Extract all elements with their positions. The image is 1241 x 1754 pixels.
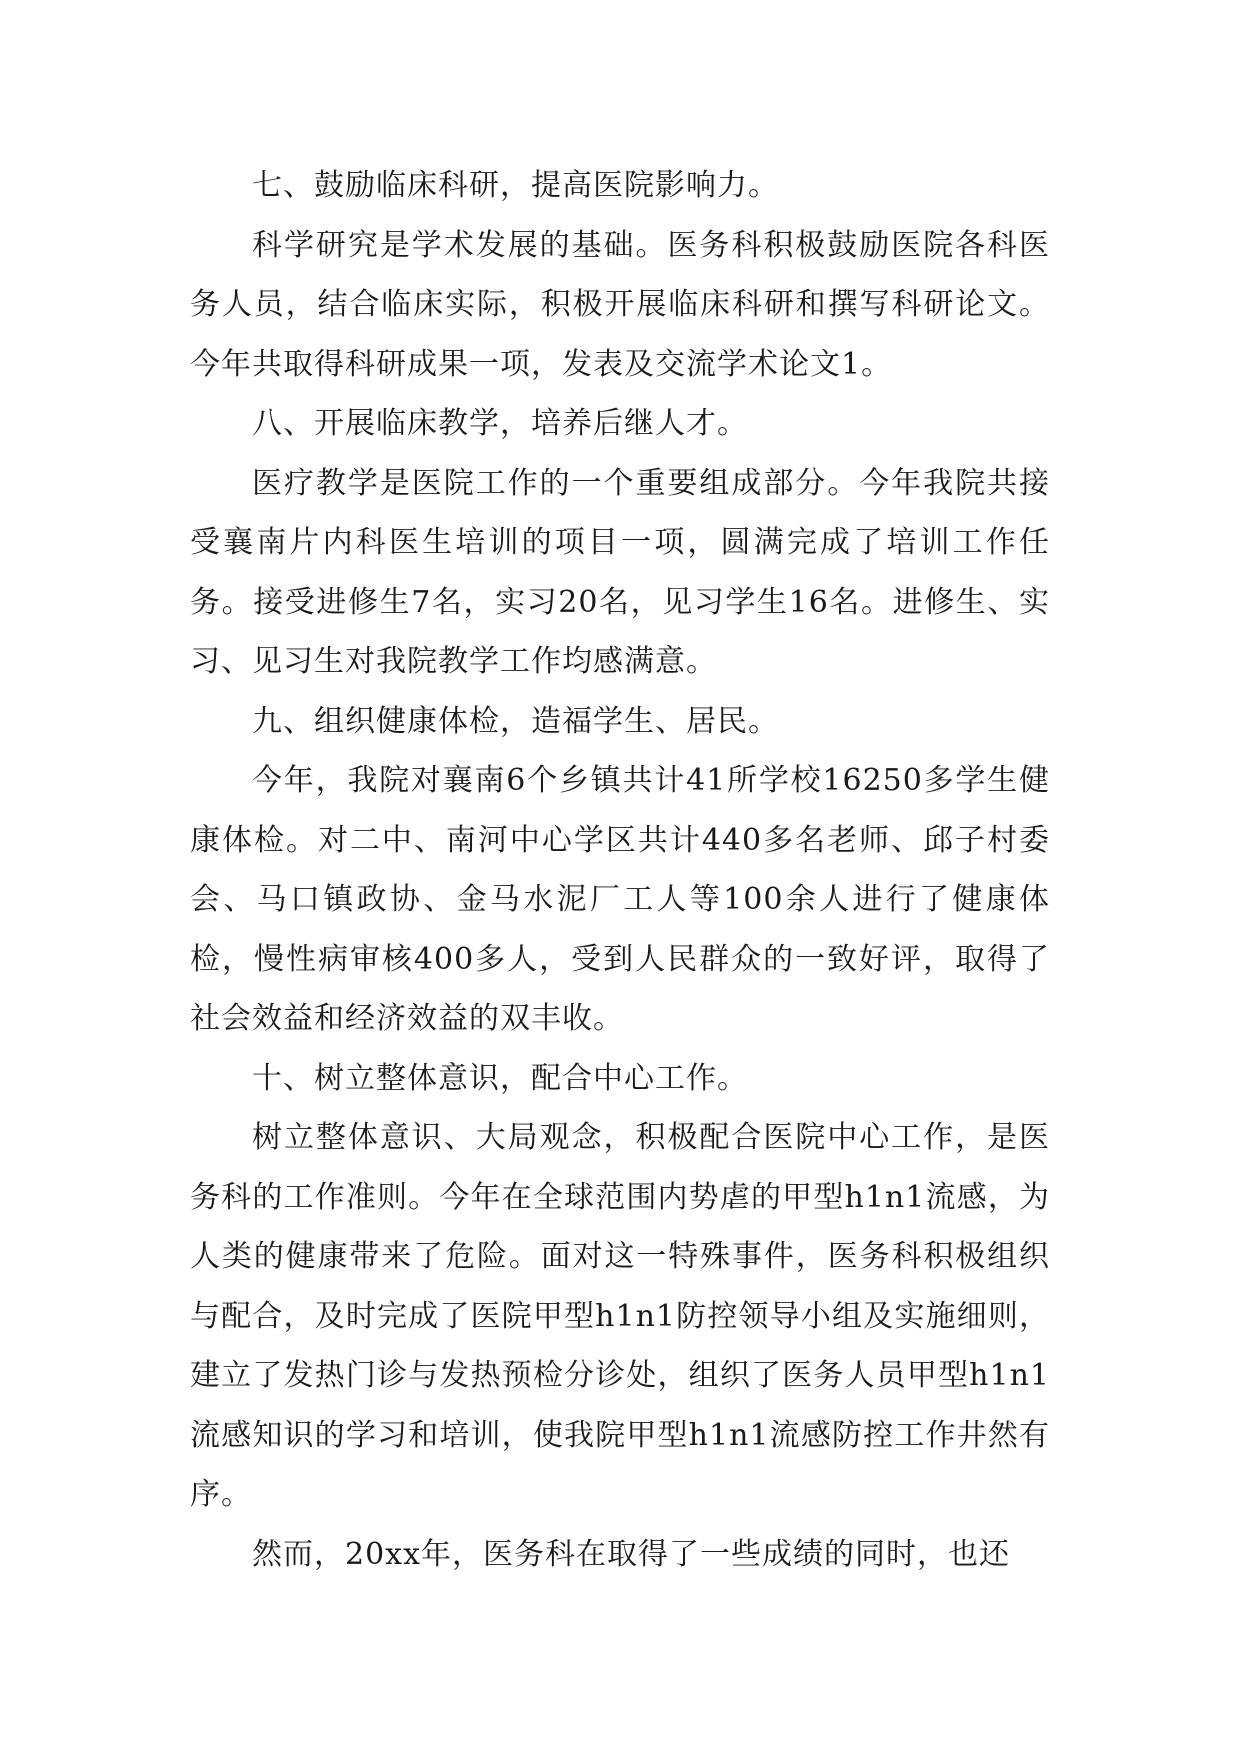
section-heading-7: 七、鼓励临床科研，提高医院影响力。 [252,168,779,203]
section-heading-10: 十、树立整体意识，配合中心工作。 [252,1060,748,1096]
paragraph-conclusion: 然而，20xx年，医务科在取得了一些成绩的同时，也还 [252,1536,1011,1572]
section-heading-8: 八、开展临床教学，培养后继人才。 [252,406,748,441]
paragraph-health-check: 今年，我院对襄南6个乡镇共计41所学校16250多学生健康体检。对二中、南河中心学区共计440多名老师、邱子村委会、马口镇政协、金马水泥厂工人等100余人进行了健康体检，慢性病审核400多人，受到人民群众的一致好评，取得了社会效益和经济效益的双丰收。 [190,763,1050,1036]
paragraph-central-work: 树立整体意识、大局观念，积极配合医院中心工作，是医务科的工作准则。今年在全球范围内势虐的甲型h1n1流感，为人类的健康带来了危险。面对这一特殊事件，医务科积极组织与配合，及时完成了医院甲型h1n1防控领导小组及实施细则，建立了发热门诊与发热预检分诊处，组织了医务人员甲型h1n1流感知识的学习和培训，使我院甲型h1n1流感防控工作井然有序。 [190,1120,1050,1512]
paragraph-research: 科学研究是学术发展的基础。医务科积极鼓励医院各科医务人员，结合临床实际，积极开展临床科研和撰写科研论文。今年共取得科研成果一项，发表及交流学术论文1。 [190,227,1050,382]
section-heading-9: 九、组织健康体检，造福学生、居民。 [252,703,779,739]
document-body [190,156,1050,1584]
paragraph-teaching: 医疗教学是医院工作的一个重要组成部分。今年我院共接受襄南片内科医生培训的项目一项，圆满完成了培训工作任务。接受进修生7名，实习20名，见习学生16名。进修生、实习、见习生对我院教学工作均感满意。 [190,465,1050,679]
